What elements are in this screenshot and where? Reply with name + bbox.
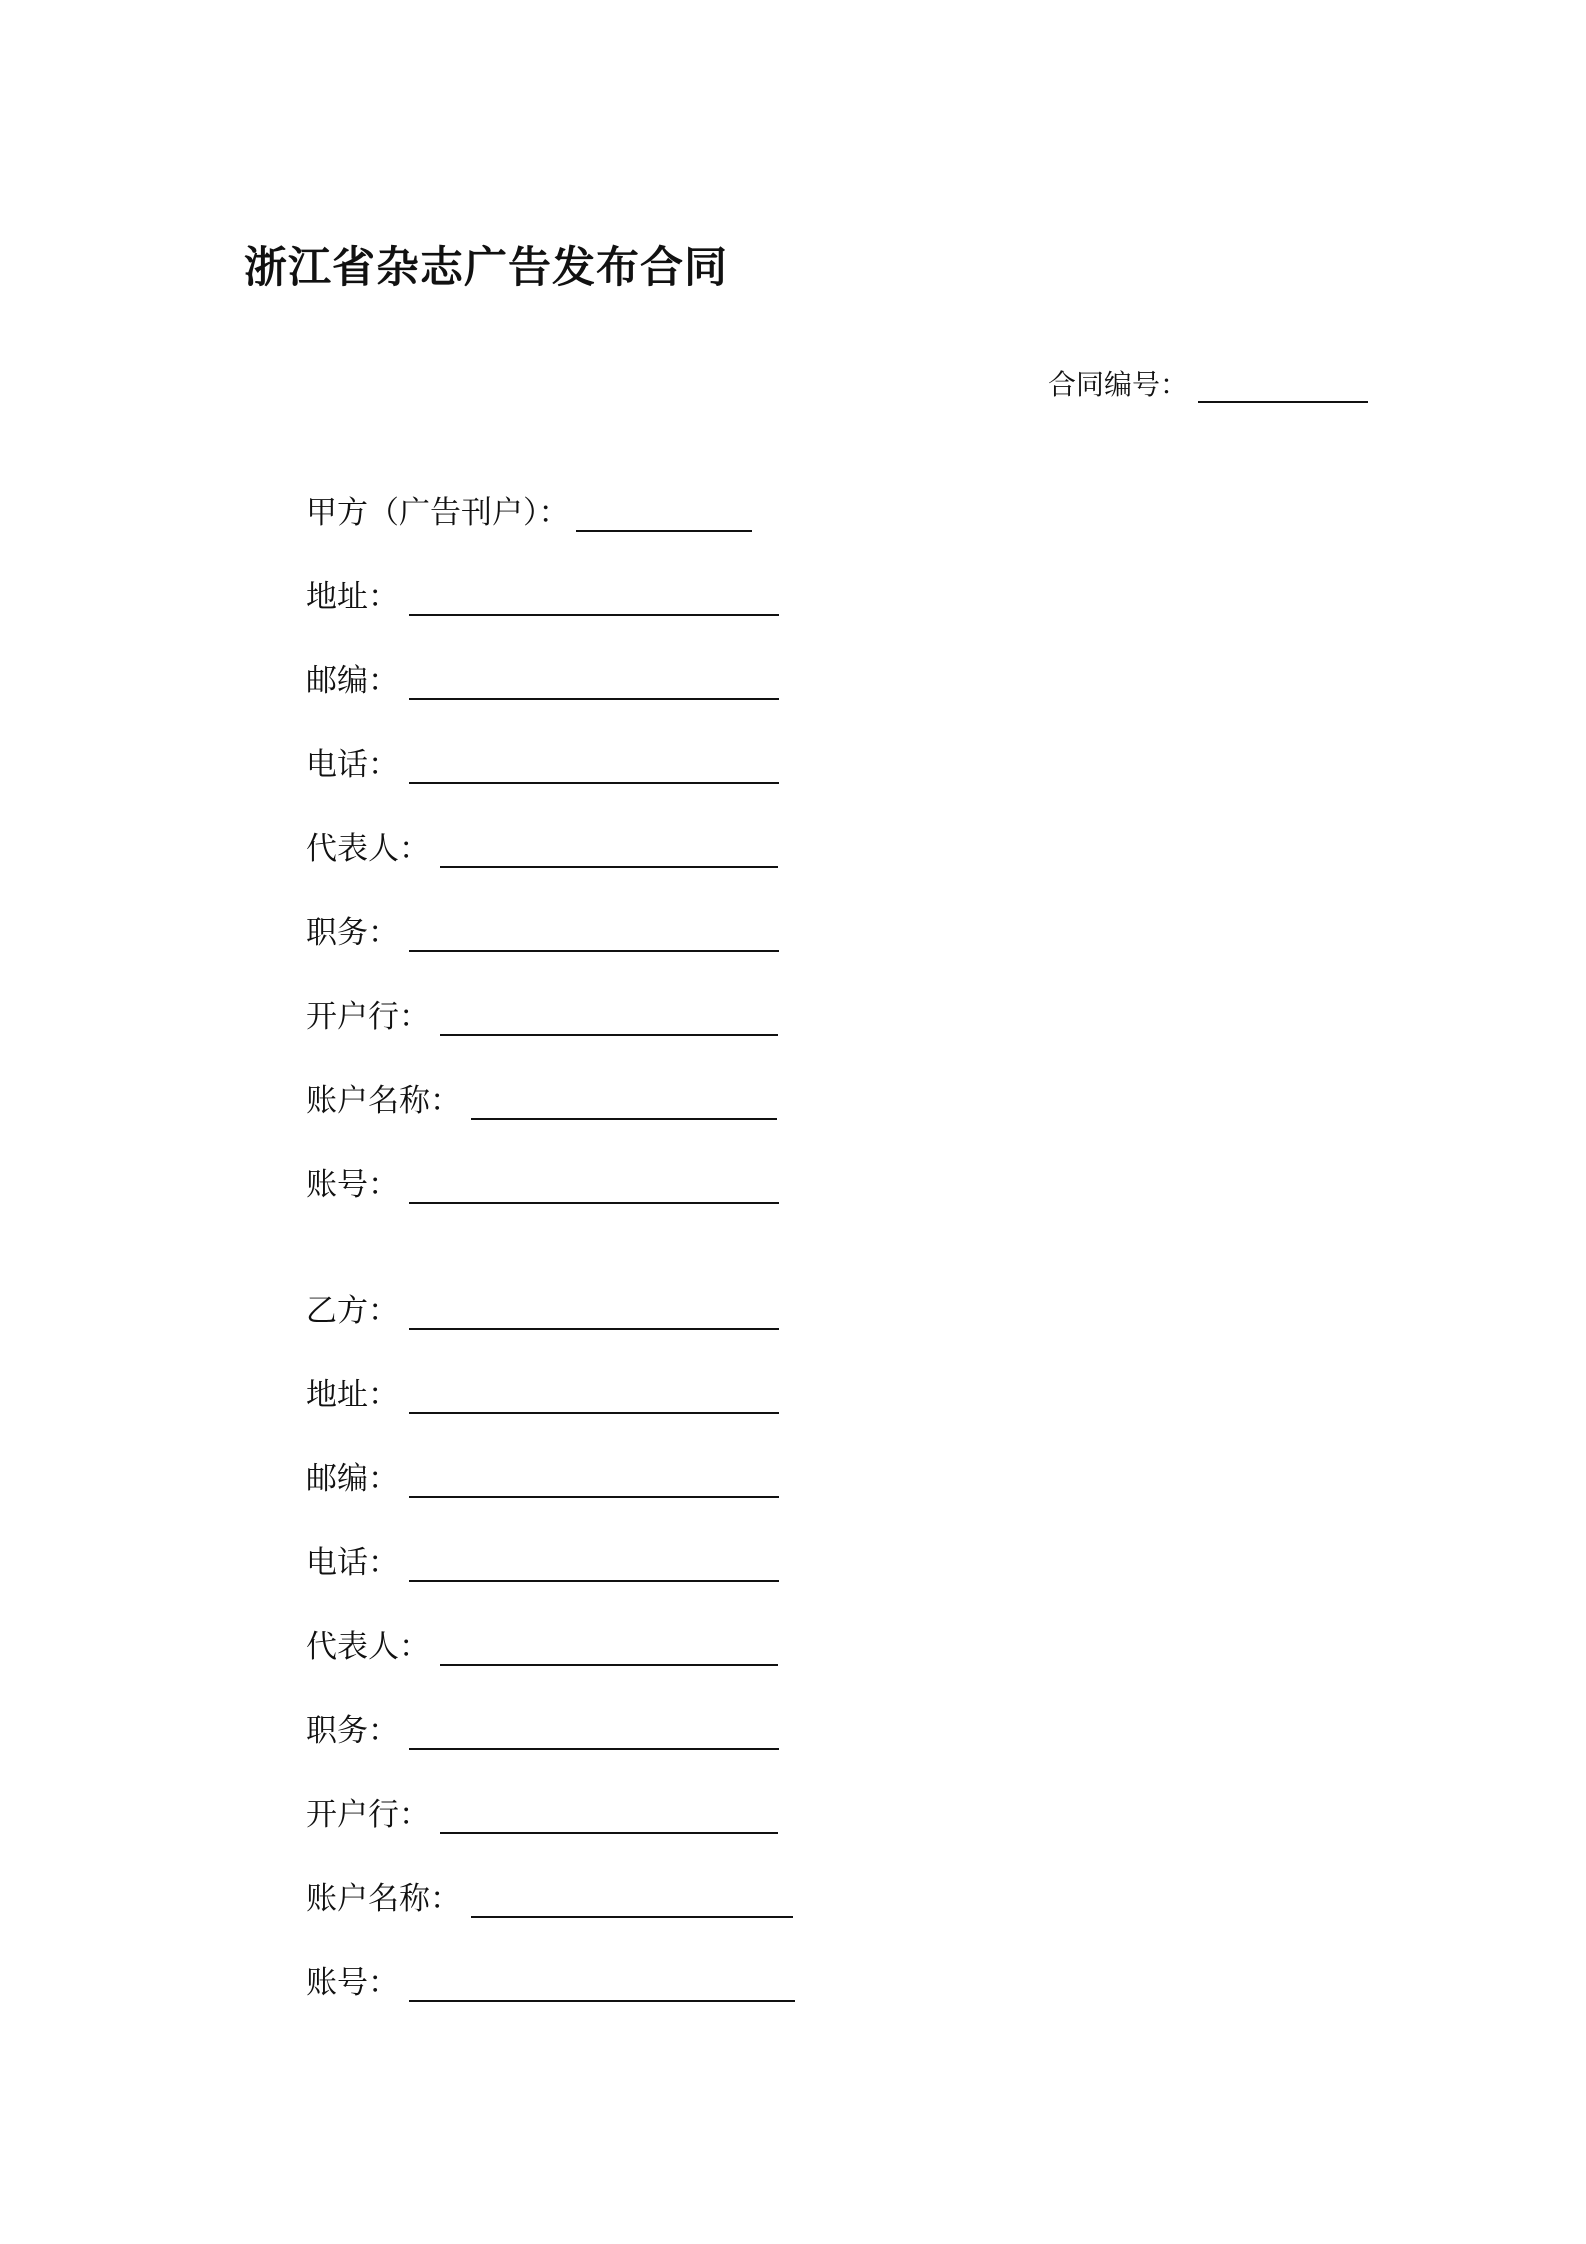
party-a-phone-label: 电话： (306, 747, 399, 783)
party-b-account-name-blank[interactable] (471, 1882, 793, 1918)
party-b-account-number-row (306, 1958, 795, 2002)
party-b-postcode-label: 邮编： (306, 1461, 399, 1497)
party-b-account-name-row (306, 1874, 793, 1918)
party-a-bank-blank[interactable] (440, 1000, 778, 1036)
party-b-postcode-row (306, 1454, 779, 1498)
party-b-bank-label: 开户行： (306, 1797, 430, 1833)
party-a-address-row (306, 572, 779, 616)
contract-number-row (1048, 363, 1368, 403)
party-b-name-label: 乙方： (306, 1293, 399, 1329)
party-b-account-number-label: 账号： (306, 1965, 399, 2001)
document-title: 浙江省杂志广告发布合同 (244, 243, 728, 293)
party-a-account-name-label: 账户名称： (306, 1083, 461, 1119)
party-a-bank-row (306, 992, 778, 1036)
party-a-representative-label: 代表人： (306, 831, 430, 867)
party-b-representative-row (306, 1622, 778, 1666)
party-a-position-row (306, 908, 779, 952)
party-b-position-row (306, 1706, 779, 1750)
party-a-representative-row (306, 824, 778, 868)
party-a-postcode-row (306, 656, 779, 700)
party-a-account-name-row (306, 1076, 777, 1120)
party-a-phone-row (306, 740, 779, 784)
party-a-address-label: 地址： (306, 579, 399, 615)
party-b-bank-row (306, 1790, 778, 1834)
party-a-postcode-blank[interactable] (409, 664, 779, 700)
party-a-name-blank[interactable] (576, 496, 752, 532)
party-b-address-label: 地址： (306, 1377, 399, 1413)
party-b-phone-row (306, 1538, 779, 1582)
party-b-bank-blank[interactable] (440, 1798, 778, 1834)
party-a-account-name-blank[interactable] (471, 1084, 777, 1120)
party-a-name-label: 甲方（广告刊户）： (306, 495, 570, 531)
contract-number-label: 合同编号： (1048, 368, 1189, 401)
party-b-name-blank[interactable] (409, 1294, 779, 1330)
party-a-phone-blank[interactable] (409, 748, 779, 784)
party-a-postcode-label: 邮编： (306, 663, 399, 699)
party-b-position-label: 职务： (306, 1713, 399, 1749)
party-a-representative-blank[interactable] (440, 832, 778, 868)
party-b-address-row (306, 1370, 779, 1414)
party-b-account-number-blank[interactable] (409, 1966, 795, 2002)
party-b-account-name-label: 账户名称： (306, 1881, 461, 1917)
party-b-phone-label: 电话： (306, 1545, 399, 1581)
party-b-name-row (306, 1286, 779, 1330)
party-a-name-row (306, 488, 752, 532)
party-b-representative-blank[interactable] (440, 1630, 778, 1666)
party-b-representative-label: 代表人： (306, 1629, 430, 1665)
party-a-position-blank[interactable] (409, 916, 779, 952)
party-b-address-blank[interactable] (409, 1378, 779, 1414)
contract-number-blank[interactable] (1198, 371, 1368, 403)
party-a-account-number-label: 账号： (306, 1167, 399, 1203)
party-b-postcode-blank[interactable] (409, 1462, 779, 1498)
party-b-phone-blank[interactable] (409, 1546, 779, 1582)
party-a-account-number-row (306, 1160, 779, 1204)
party-a-address-blank[interactable] (409, 580, 779, 616)
party-a-account-number-blank[interactable] (409, 1168, 779, 1204)
party-a-position-label: 职务： (306, 915, 399, 951)
party-b-position-blank[interactable] (409, 1714, 779, 1750)
party-a-bank-label: 开户行： (306, 999, 430, 1035)
